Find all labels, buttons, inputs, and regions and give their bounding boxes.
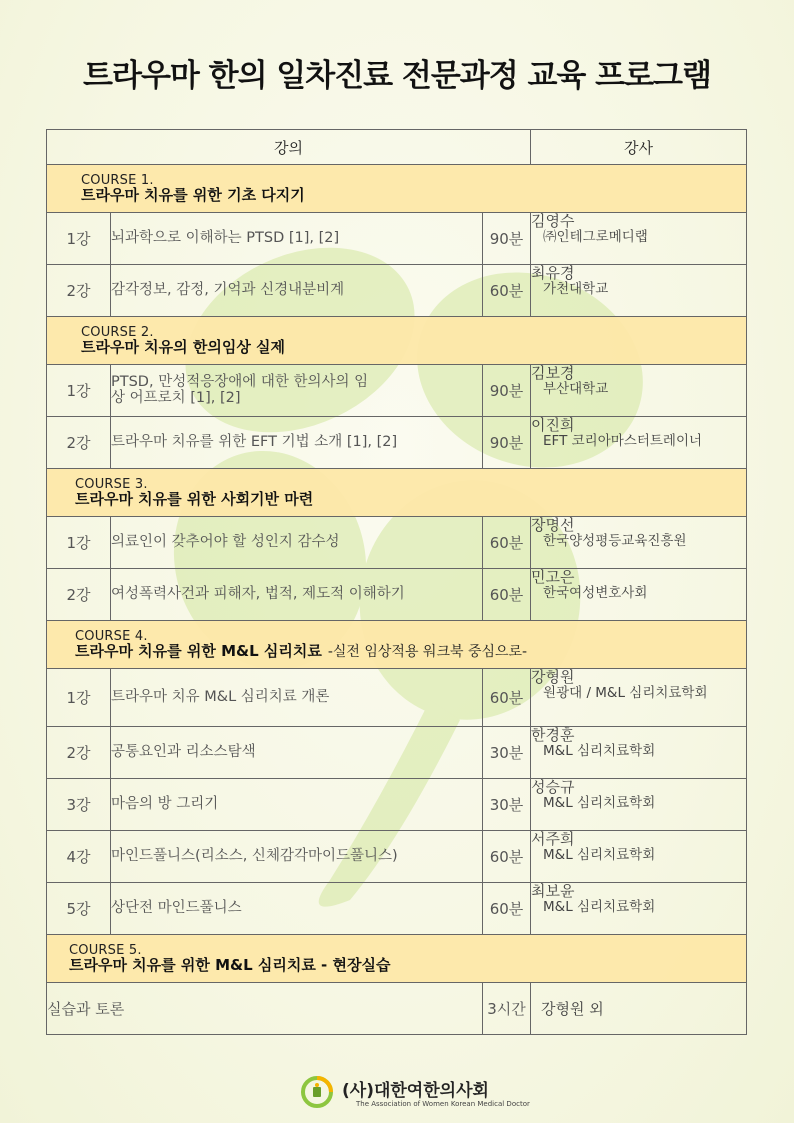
- lecture-title: 공통요인과 리소스탐색: [111, 727, 483, 779]
- lecture-title: [111, 365, 483, 417]
- page-title: 트라우마 한의 일차진료 전문과정 교육 프로그램: [83, 58, 711, 94]
- course-header: [47, 621, 747, 669]
- organization-name-en: The Association of Women Korean Medical Doctor: [356, 1100, 530, 1108]
- lecture-title-text: PTSD, 만성적응장애에 대한 한의사의 임상 어프로치 [1], [2]: [111, 374, 369, 406]
- course-title: 트라우마 치유를 위한 기초 다지기: [81, 186, 305, 204]
- lecture-title: 상단전 마인드풀니스: [111, 883, 483, 935]
- instructor-name: 김보경: [531, 364, 575, 382]
- lecture-row: [47, 669, 747, 727]
- lecture-row: [47, 569, 747, 621]
- lecture-title: 트라우마 치유 M&L 심리치료 개론: [111, 669, 483, 727]
- lecture-duration: 30분: [483, 727, 531, 779]
- instructor-name: 최보윤: [531, 882, 575, 900]
- lecture-number: 3강: [47, 779, 111, 831]
- lecture-title: 트라우마 치유를 위한 EFT 기법 소개 [1], [2]: [111, 417, 483, 469]
- lecture-instructor: [531, 417, 747, 469]
- lecture-row: [47, 213, 747, 265]
- lecture-instructor: [531, 265, 747, 317]
- lecture-number: 4강: [47, 831, 111, 883]
- lecture-duration: 60분: [483, 883, 531, 935]
- lecture-row: [47, 265, 747, 317]
- instructor-name: 강형원: [531, 668, 575, 686]
- course-title: 트라우마 치유를 위한 사회기반 마련: [75, 490, 314, 508]
- lecture-title: 여성폭력사건과 피해자, 법적, 제도적 이해하기: [111, 569, 483, 621]
- course-title: [75, 644, 746, 659]
- instructor-org: 한국여성변호사회: [543, 584, 648, 601]
- instructor-name: 성승규: [531, 778, 575, 796]
- header-instructor: 강사: [531, 130, 747, 165]
- practice-row: [47, 983, 747, 1035]
- instructor-name: 이진희: [531, 416, 575, 434]
- lecture-number: 1강: [47, 365, 111, 417]
- course-header: [47, 469, 747, 517]
- course-header: [47, 935, 747, 983]
- instructor-name: 민고은: [531, 568, 575, 586]
- course-title: 트라우마 치유의 한의임상 실제: [81, 338, 286, 356]
- lecture-row: [47, 365, 747, 417]
- instructor-name: 김영수: [531, 212, 575, 230]
- lecture-row: [47, 727, 747, 779]
- lecture-instructor: [531, 365, 747, 417]
- lecture-instructor: [531, 779, 747, 831]
- practice-duration: 3시간: [483, 983, 531, 1035]
- instructor-org: 한국양성평등교육진흥원: [543, 532, 687, 549]
- practice-instructor: 강형원 외: [531, 983, 747, 1035]
- lecture-duration: 90분: [483, 365, 531, 417]
- instructor-org: M&L 심리치료학회: [543, 742, 656, 759]
- lecture-title: 뇌과학으로 이해하는 PTSD [1], [2]: [111, 213, 483, 265]
- lecture-duration: 30분: [483, 779, 531, 831]
- organization-name: (사)대한여한의사회: [342, 1081, 489, 1101]
- lecture-duration: 90분: [483, 417, 531, 469]
- lecture-number: 2강: [47, 727, 111, 779]
- course-number: COURSE 4.: [75, 629, 148, 644]
- lecture-number: 1강: [47, 669, 111, 727]
- lecture-duration: 60분: [483, 569, 531, 621]
- lecture-instructor: [531, 883, 747, 935]
- instructor-org: M&L 심리치료학회: [543, 846, 656, 863]
- lecture-duration: 60분: [483, 831, 531, 883]
- instructor-name: 한경훈: [531, 726, 575, 744]
- lecture-number: 2강: [47, 265, 111, 317]
- lecture-instructor: [531, 569, 747, 621]
- instructor-org: ㈜인테그로메디랩: [543, 228, 648, 245]
- lecture-duration: 60분: [483, 669, 531, 727]
- lecture-number: 1강: [47, 517, 111, 569]
- lecture-row: [47, 779, 747, 831]
- instructor-org: M&L 심리치료학회: [543, 898, 656, 915]
- lecture-row: [47, 883, 747, 935]
- lecture-duration: 60분: [483, 265, 531, 317]
- lecture-title: 마음의 방 그리기: [111, 779, 483, 831]
- association-logo-icon: [300, 1076, 334, 1108]
- course-number: COURSE 3.: [75, 477, 148, 492]
- course-number: COURSE 2.: [81, 325, 154, 340]
- lecture-instructor: [531, 831, 747, 883]
- lecture-row: [47, 831, 747, 883]
- instructor-org: EFT 코리아마스터트레이너: [543, 432, 703, 449]
- lecture-number: 2강: [47, 417, 111, 469]
- lecture-duration: 60분: [483, 517, 531, 569]
- lecture-instructor: [531, 669, 747, 727]
- instructor-name: 서주희: [531, 830, 575, 848]
- lecture-title: 의료인이 갖추어야 할 성인지 감수성: [111, 517, 483, 569]
- course-header: [47, 165, 747, 213]
- program-table: [46, 129, 747, 1035]
- instructor-org: 부산대학교: [543, 380, 609, 397]
- lecture-duration: 90분: [483, 213, 531, 265]
- lecture-row: [47, 517, 747, 569]
- lecture-row: [47, 417, 747, 469]
- instructor-name: 장명선: [531, 516, 575, 534]
- course-subtitle: -실전 임상적용 워크북 중심으로-: [327, 644, 528, 660]
- course-header: [47, 317, 747, 365]
- instructor-org: 가천대학교: [543, 280, 609, 297]
- instructor-org: M&L 심리치료학회: [543, 794, 656, 811]
- instructor-org: 원광대 / M&L 심리치료학회: [543, 684, 708, 701]
- lecture-number: 1강: [47, 213, 111, 265]
- lecture-title: 마인드풀니스(리소스, 신체감각마이드풀니스): [111, 831, 483, 883]
- lecture-number: 2강: [47, 569, 111, 621]
- practice-title: 실습과 토론: [47, 983, 483, 1035]
- instructor-name: 최유경: [531, 264, 575, 282]
- course-number: COURSE 1.: [81, 173, 154, 188]
- table-header-row: [47, 130, 747, 165]
- course-title: 트라우마 치유를 위한 M&L 심리치료 - 현장실습: [69, 956, 391, 974]
- course-title-text: 트라우마 치유를 위한 M&L 심리치료: [75, 642, 322, 660]
- lecture-number: 5강: [47, 883, 111, 935]
- header-lecture: 강의: [47, 130, 531, 165]
- lecture-title: 감각정보, 감정, 기억과 신경내분비계: [111, 265, 483, 317]
- lecture-instructor: [531, 727, 747, 779]
- lecture-instructor: [531, 517, 747, 569]
- course-number: COURSE 5.: [69, 943, 142, 958]
- lecture-instructor: [531, 213, 747, 265]
